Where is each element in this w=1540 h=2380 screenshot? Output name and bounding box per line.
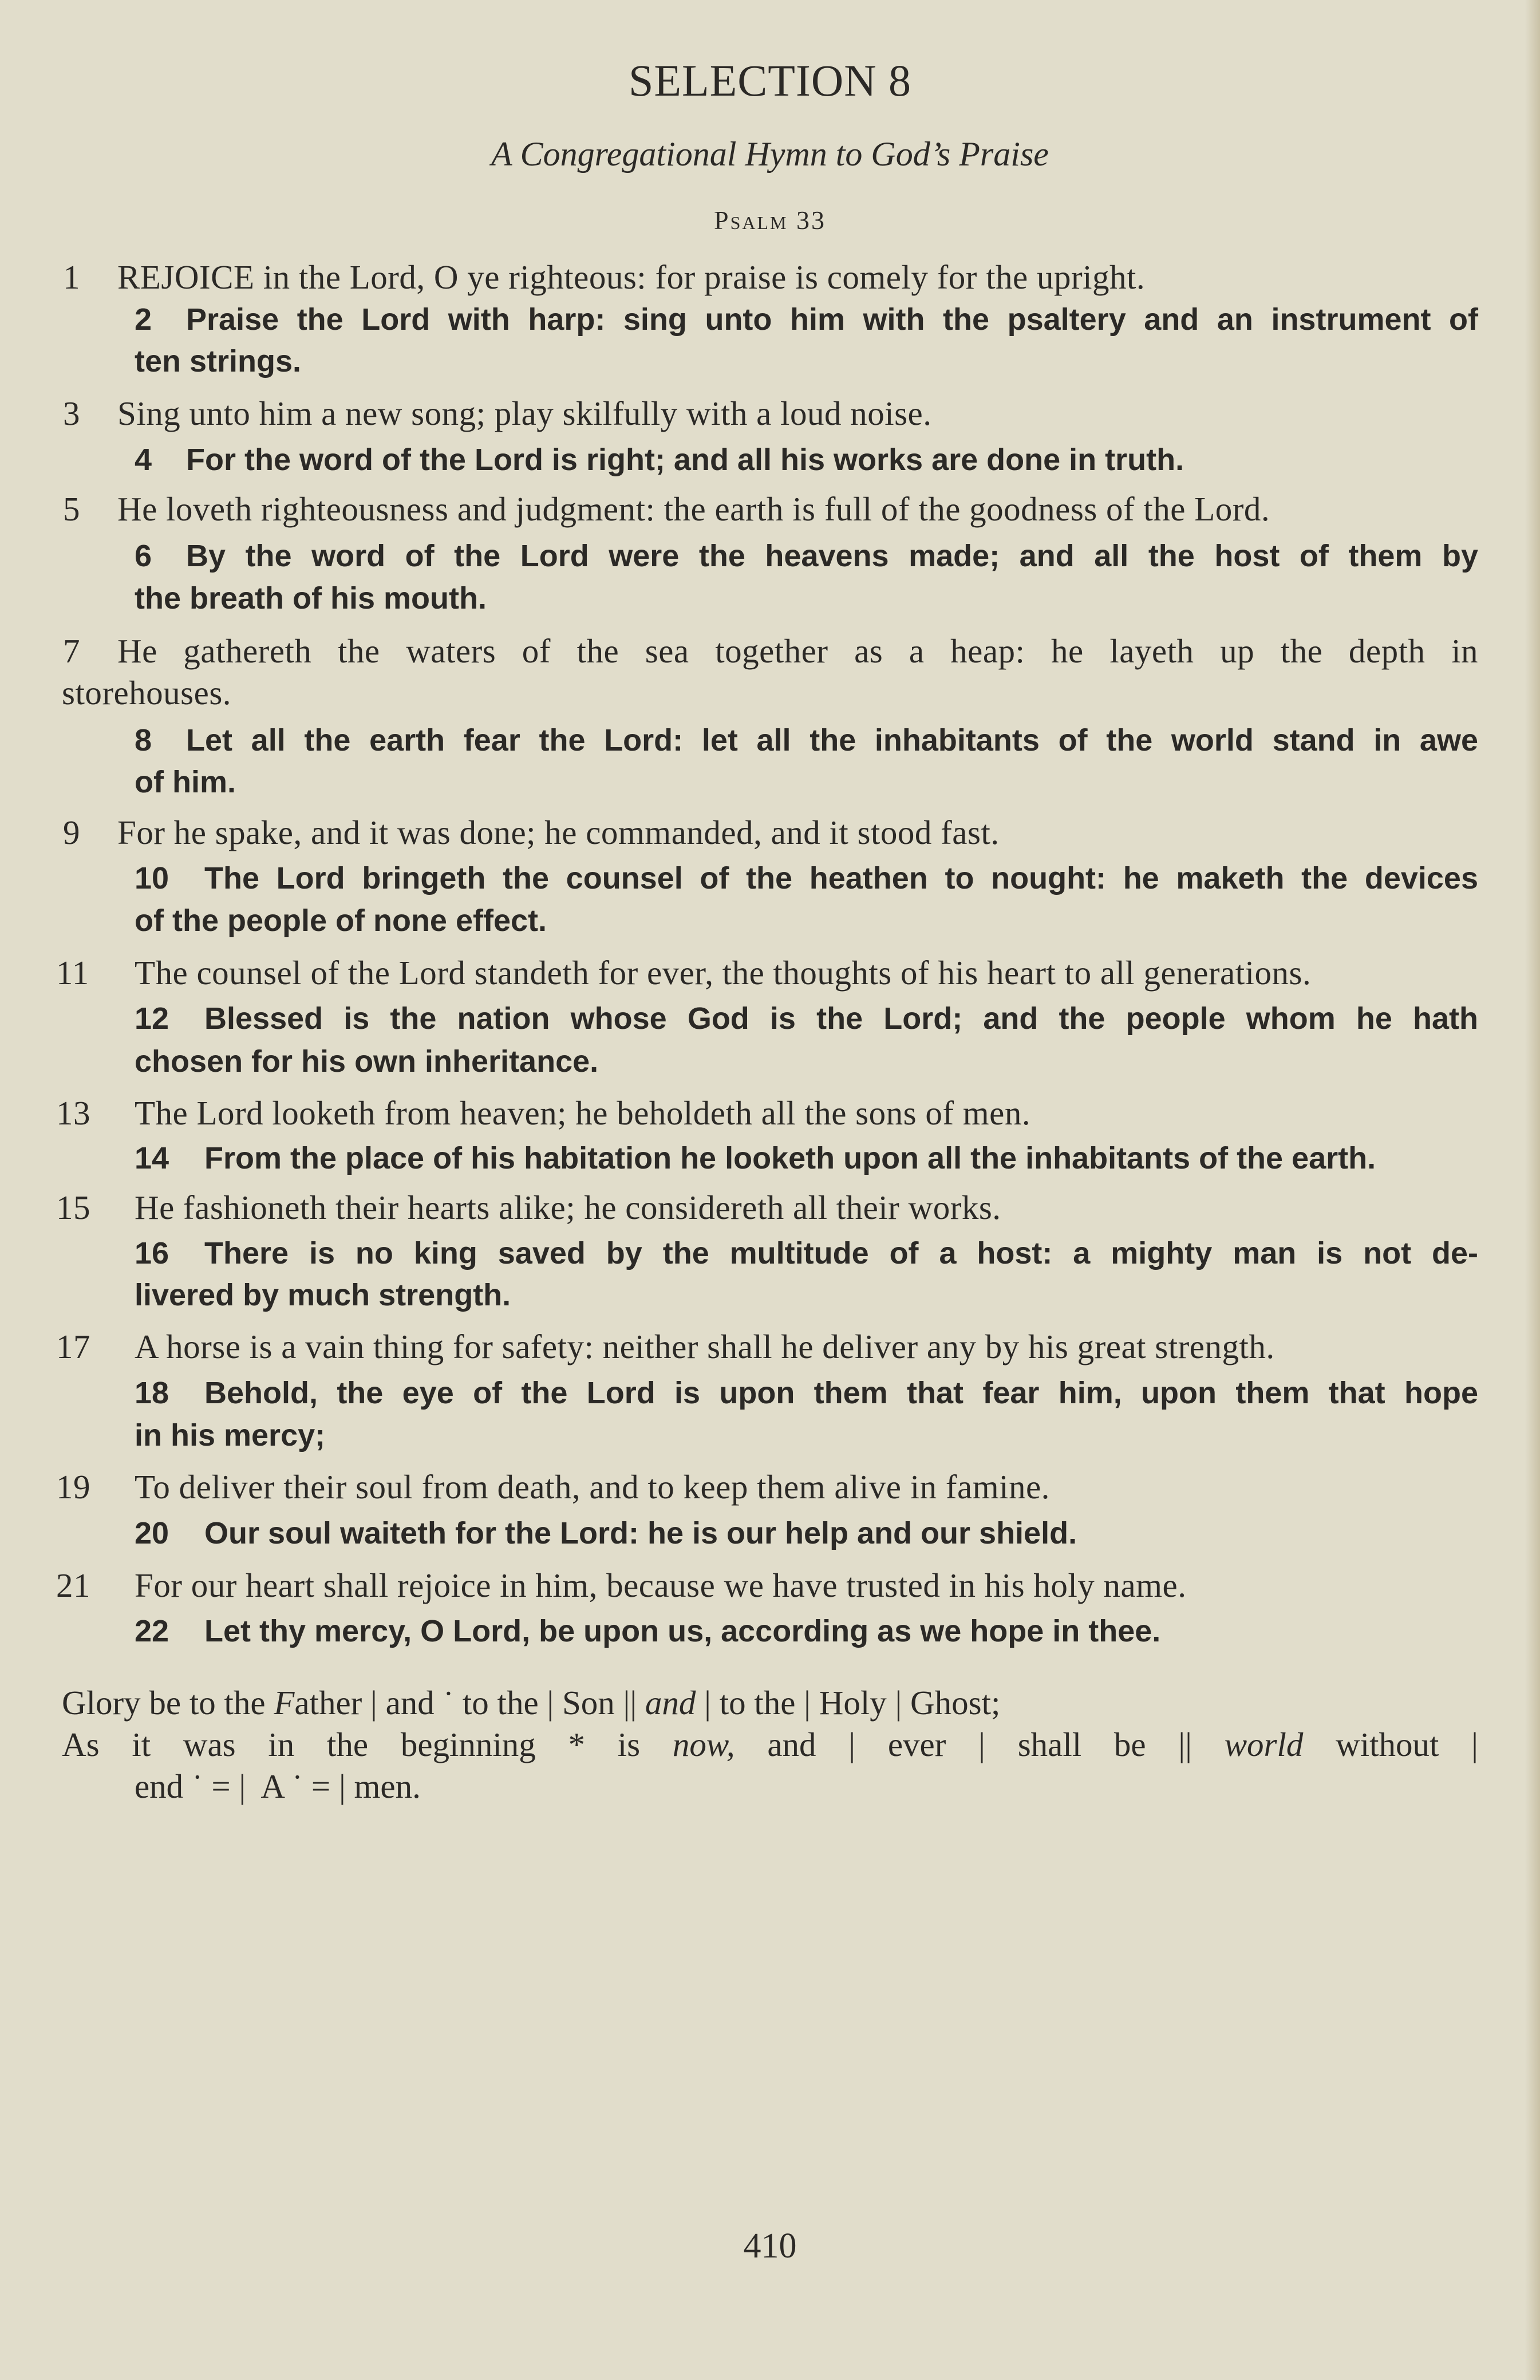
gloria-segment: and: [645, 1684, 696, 1722]
verse-text-line: ten strings.: [135, 344, 302, 378]
verse-text-line: To deliver their soul from death, and to keep them alive in famine.: [135, 1468, 1050, 1506]
verse-text-line: Sing unto him a new song; play skilfully with a loud noise.: [117, 394, 932, 432]
gloria-segment: ather | and ˙ to the | Son ||: [294, 1684, 645, 1722]
selection-heading: SELECTION 8: [628, 56, 912, 105]
verse-text-line: He fashioneth their hearts alike; he considereth all their works.: [135, 1189, 1001, 1226]
verse-text-line: For he spake, and it was done; he commanded, and it stood fast.: [117, 814, 1000, 851]
verse-text-line: Blessed is the nation whose God is the Lord; and the people whom he hath: [204, 1001, 1478, 1036]
verse-text-line: Let thy mercy, O Lord, be upon us, according as we hope in thee.: [204, 1614, 1161, 1648]
verse-number: 22: [135, 1614, 169, 1648]
verse-text-line: REJOICE in the Lord, O ye righteous: for praise is comely for the upright.: [117, 258, 1146, 296]
verse-text-line: Let all the earth fear the Lord: let all the inhabitants of the world stand in awe: [186, 723, 1478, 757]
gloria-line3: [135, 1767, 421, 1806]
verse-text-line: of the people of none effect.: [135, 903, 547, 938]
verse-number: 11: [56, 954, 89, 992]
gloria-segment: Glory be to the: [62, 1684, 274, 1722]
hymn-subtitle: A Congregational Hymn to God’s Praise: [491, 135, 1049, 173]
gloria-segment: and | ever | shall be ||: [735, 1726, 1225, 1763]
verse-number: 20: [135, 1516, 169, 1550]
verse-text-line: the breath of his mouth.: [135, 581, 487, 615]
verse-text-line: The counsel of the Lord standeth for ever, the thoughts of his heart to all generations.: [135, 954, 1312, 992]
verse-text-line: Praise the Lord with harp: sing unto him with the psaltery and an instrument of: [186, 302, 1478, 337]
gloria-segment: world: [1224, 1726, 1304, 1763]
verse-number: 10: [135, 861, 169, 895]
verse-number: 14: [135, 1141, 169, 1175]
psalm-reference: Psalm 33: [714, 206, 826, 235]
verse-number: 7: [63, 632, 80, 670]
verse-text-line: chosen for his own inheritance.: [135, 1044, 599, 1079]
gloria-segment: now,: [672, 1726, 735, 1763]
page-number: 410: [743, 2227, 797, 2265]
verse-number: 13: [56, 1094, 90, 1132]
verse-number: 1: [63, 258, 80, 296]
verse-text-line: He loveth righteousness and judgment: the earth is full of the goodness of the Lord.: [117, 490, 1270, 528]
verse-text-line: The Lord looketh from heaven; he beholdeth all the sons of men.: [135, 1094, 1031, 1132]
verse-text-line: By the word of the Lord were the heavens made; and all the host of them by: [186, 539, 1478, 573]
verse-number: 12: [135, 1001, 169, 1036]
verse-number: 5: [63, 490, 80, 528]
verse-number: 3: [63, 394, 80, 432]
gloria-segment: | to the | Holy | Ghost;: [696, 1684, 1001, 1722]
gloria-segment: end ˙ = | A ˙ = | men.: [135, 1767, 421, 1805]
gloria-line1: [62, 1683, 1000, 1723]
verse-text-line: For the word of the Lord is right; and all his works are done in truth.: [186, 443, 1184, 477]
verse-number: 16: [135, 1236, 169, 1270]
verse-number: 18: [135, 1376, 169, 1410]
verse-text-line: He gathereth the waters of the sea together as a heap: he layeth up the depth in: [117, 632, 1478, 670]
verse-text-line: storehouses.: [62, 674, 232, 712]
verse-text-line: of him.: [135, 765, 236, 799]
verse-number: 19: [56, 1468, 90, 1506]
verse-number: 8: [135, 723, 152, 757]
verse-number: 4: [135, 443, 152, 477]
gloria-segment: F: [274, 1684, 295, 1722]
verse-number: 6: [135, 539, 152, 573]
gloria-line2: [62, 1725, 1478, 1765]
verse-number: 17: [56, 1328, 90, 1365]
gloria-segment: without |: [1303, 1726, 1478, 1763]
verse-number: 2: [135, 302, 152, 337]
verse-text-line: in his mercy;: [135, 1418, 326, 1453]
verse-number: 15: [56, 1189, 90, 1226]
verse-text-line: A horse is a vain thing for safety: neither shall he deliver any by his great strength.: [135, 1328, 1275, 1365]
verse-text-line: Behold, the eye of the Lord is upon them that fear him, upon them that hope: [204, 1376, 1478, 1410]
verse-text-line: From the place of his habitation he looketh upon all the inhabitants of the earth.: [204, 1141, 1376, 1175]
verse-text-line: livered by much strength.: [135, 1278, 511, 1312]
verse-number: 21: [56, 1566, 90, 1604]
verse-number: 9: [63, 814, 80, 851]
verse-text-line: Our soul waiteth for the Lord: he is our help and our shield.: [204, 1516, 1077, 1550]
verse-text-line: For our heart shall rejoice in him, because we have trusted in his holy name.: [135, 1566, 1187, 1604]
gloria-segment: As it was in the beginning * is: [62, 1726, 673, 1763]
verse-text-line: There is no king saved by the multitude of a host: a mighty man is not de-: [204, 1236, 1478, 1270]
verse-text-line: The Lord bringeth the counsel of the heathen to nought: he maketh the devices: [204, 861, 1478, 895]
